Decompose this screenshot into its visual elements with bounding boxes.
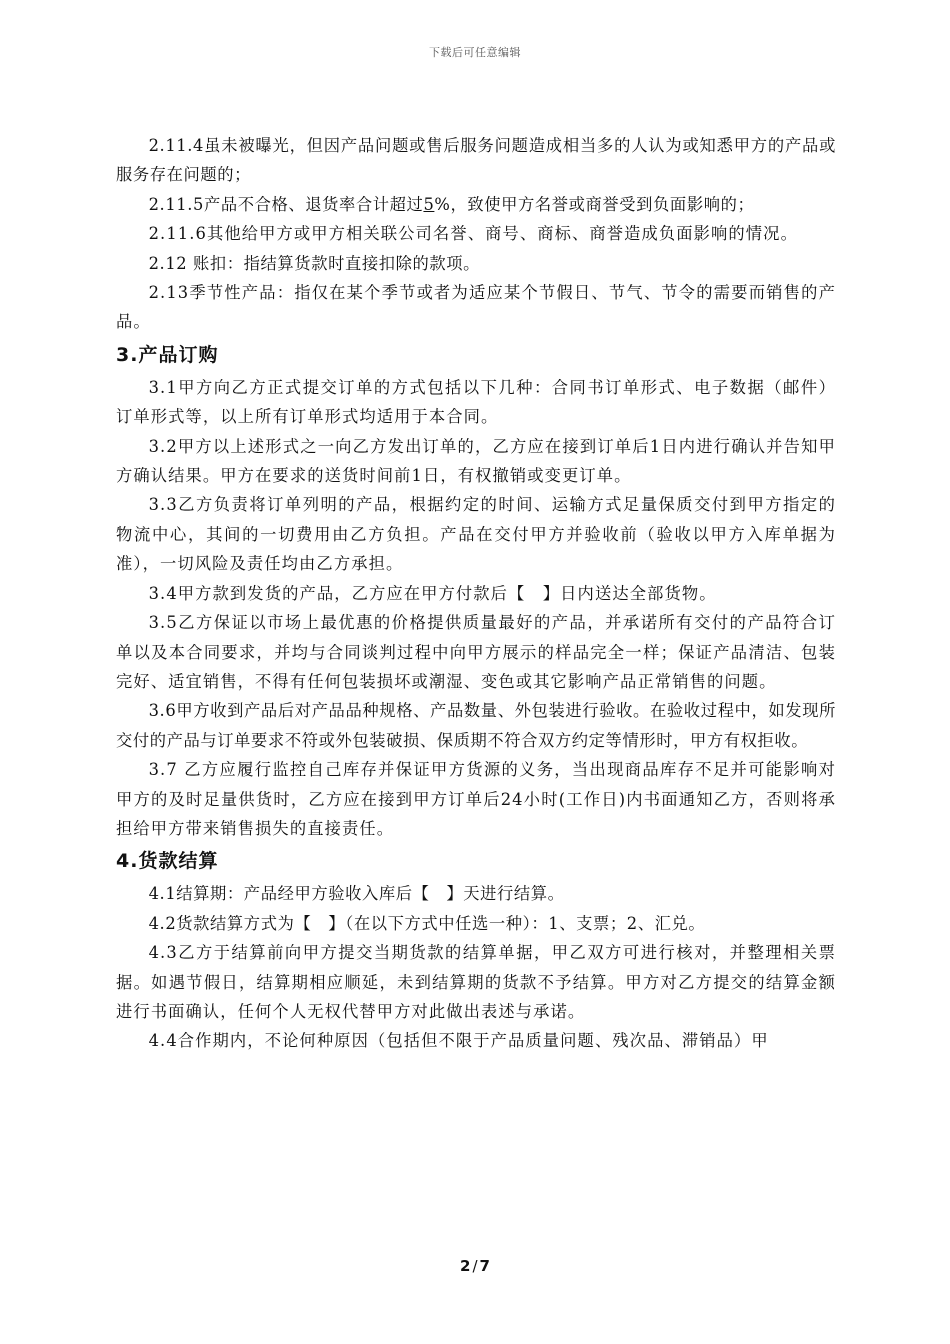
clause-3-4: 3.4甲方款到发货的产品，乙方应在甲方付款后【 】日内送达全部货物。 [148,583,717,603]
page-number [0,1257,950,1275]
clause-4-4: 4.4合作期内，不论何种原因（包括但不限于产品质量问题、残次品、滞销品）甲 [148,1031,769,1051]
clause-2-11-6: 2.11.6其他给甲方或甲方相关联公司名誉、商号、商标、商誉造成负面影响的情况。 [148,224,798,244]
clause-2-11-5-text-b: %，致使甲方名誉或商誉受到负面影响的； [434,194,755,214]
clause-3-5: 3.5乙方保证以市场上最优惠的价格提供质量最好的产品，并承诺所有交付的产品符合订单以及本合同要求，并均与合同谈判过程中向甲方展示的样品完全一样；保证产品清洁、包装完好、适宜销售，不得有任何包装损坏或潮湿、变色或其它影响产品正常销售的问题。 [116,613,836,691]
clause-3-7: 3.7 乙方应履行监控自己库存并保证甲方货源的义务，当出现商品库存不足并可能影响对甲方的及时足量供货时，乙方应在接到甲方订单后24小时(工作日)内书面通知乙方，否则将承担给甲方带来销售损失的直接责任。 [116,760,836,838]
clause-2-11-4: 2.11.4虽未被曝光，但因产品问题或售后服务问题造成相当多的人认为或知悉甲方的产品或服务存在问题的； [116,136,836,185]
page-header: 下载后可任意编辑 [429,46,521,59]
section-3-heading: 3.产品订购 [116,343,219,366]
current-page: 2 [460,1257,471,1275]
clause-2-11-5-text-a: 2.11.5产品不合格、退货率合计超过 [148,194,424,214]
clause-4-3: 4.3乙方于结算前向甲方提交当期货款的结算单据，甲乙双方可进行核对，并整理相关票据。如遇节假日，结算期相应顺延，未到结算期的货款不予结算。甲方对乙方提交的结算金额进行书面确认，任何个人无权代替甲方对此做出表述与承诺。 [116,943,836,1021]
clause-3-6: 3.6甲方收到产品后对产品品种规格、产品数量、外包装进行验收。在验收过程中，如发现所交付的产品与订单要求不符或外包装破损、保质期不符合双方约定等情形时，甲方有权拒收。 [116,701,836,750]
clause-3-3: 3.3乙方负责将订单列明的产品，根据约定的时间、运输方式足量保质交付到甲方指定的物流中心，其间的一切费用由乙方负担。产品在交付甲方并验收前（验收以甲方入库单据为准），一切风险及责任均由乙方承担。 [116,495,836,574]
clause-4-2: 4.2货款结算方式为【 】（在以下方式中任选一种）：1、支票；2、汇兑。 [148,913,706,933]
clause-3-1: 3.1甲方向乙方正式提交订单的方式包括以下几种：合同书订单形式、电子数据（邮件）订单形式等，以上所有订单形式均适用于本合同。 [116,377,836,427]
clause-3-2: 3.2甲方以上述形式之一向乙方发出订单的，乙方应在接到订单后1日内进行确认并告知甲方确认结果。甲方在要求的送货时间前1日，有权撤销或变更订单。 [116,436,836,486]
total-pages: 7 [479,1257,490,1275]
clause-2-11-5 [116,190,836,219]
clause-2-12: 2.12 账扣：指结算货款时直接扣除的款项。 [148,253,481,273]
clause-2-13: 2.13季节性产品：指仅在某个季节或者为适应某个节假日、节气、节令的需要而销售的产品。 [116,283,836,332]
page-separator: / [472,1257,478,1275]
clause-2-11-5-number: 5 [423,194,435,214]
clause-4-1: 4.1结算期：产品经甲方验收入库后【 】天进行结算。 [148,884,565,904]
section-4-heading: 4.货款结算 [116,850,219,873]
document-body [116,131,836,1056]
